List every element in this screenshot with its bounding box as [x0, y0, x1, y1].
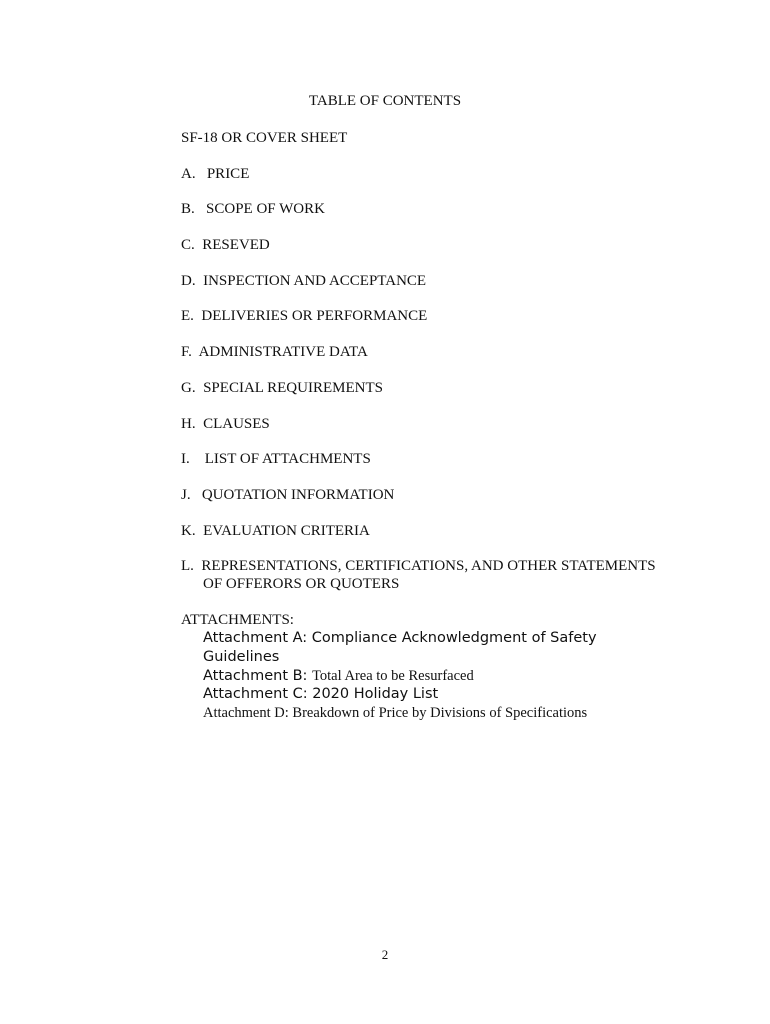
- attachment-b: [203, 667, 661, 685]
- toc-item-evaluation-criteria: [181, 522, 681, 540]
- toc-item-administrative-data: [181, 343, 681, 361]
- toc-item-prefix: D.: [181, 272, 204, 289]
- attachment-b-prefix: Attachment B:: [203, 668, 313, 684]
- toc-item-prefix: H.: [181, 415, 204, 432]
- toc-item-label: EVALUATION CRITERIA: [203, 522, 370, 539]
- toc-item-label: REPRESENTATIONS, CERTIFICATIONS, AND OTHER STATEMENTS: [201, 558, 656, 575]
- toc-item-prefix: C.: [181, 237, 203, 254]
- toc-item-label: INSPECTION AND ACCEPTANCE: [203, 272, 427, 289]
- toc-item-label: LIST OF ATTACHMENTS: [204, 451, 371, 468]
- toc-item-label: SF-18 OR COVER SHEET: [181, 130, 348, 146]
- toc-item-prefix: I.: [181, 451, 205, 468]
- toc-item-deliveries: [181, 307, 681, 325]
- attachment-c: Attachment C: 2020 Holiday List: [203, 686, 439, 702]
- toc-item-inspection: [181, 272, 681, 290]
- toc-item-prefix: A.: [181, 165, 207, 182]
- toc-item-prefix: K.: [181, 522, 204, 539]
- toc-item-label: CLAUSES: [203, 415, 270, 432]
- toc-item-scope-of-work: [181, 200, 681, 218]
- page-title: TABLE OF CONTENTS: [308, 93, 462, 109]
- toc-item-list-of-attachments: [181, 450, 681, 468]
- toc-item-clauses: [181, 415, 681, 433]
- toc-item-prefix: F.: [181, 344, 199, 361]
- toc-item-prefix: J.: [181, 486, 202, 503]
- toc-item-quotation-information: [181, 486, 681, 504]
- toc-item-prefix: E.: [181, 308, 202, 325]
- toc-item-price: [181, 165, 681, 183]
- attachments-section: [181, 611, 661, 723]
- toc-item-prefix: L.: [181, 558, 202, 575]
- toc-item-prefix: G.: [181, 379, 204, 396]
- page-number: 2: [381, 947, 389, 962]
- toc-item-label-continued: OF OFFERORS OR QUOTERS: [203, 576, 400, 593]
- toc-item-special-requirements: [181, 379, 681, 397]
- attachment-d: Attachment D: Breakdown of Price by Divisions of Specifications: [203, 705, 588, 721]
- toc-item-cover-sheet: [181, 129, 681, 147]
- toc-item-prefix: B.: [181, 201, 207, 218]
- toc-item-label: SCOPE OF WORK: [206, 201, 325, 218]
- toc-item-label: ADMINISTRATIVE DATA: [198, 344, 368, 361]
- toc-list: [181, 129, 681, 611]
- toc-item-representations: [181, 557, 681, 593]
- attachments-list: [181, 629, 661, 723]
- toc-item-label: QUOTATION INFORMATION: [201, 486, 395, 503]
- toc-item-label: DELIVERIES OR PERFORMANCE: [201, 308, 428, 325]
- toc-item-reseved: [181, 236, 681, 254]
- toc-item-label: PRICE: [206, 165, 250, 182]
- attachment-b-text: Total Area to be Resurfaced: [312, 668, 474, 684]
- attachment-a: Attachment A: Compliance Acknowledgment of Safety Guidelines: [203, 630, 597, 665]
- toc-item-label: RESEVED: [202, 237, 270, 254]
- attachments-heading: ATTACHMENTS:: [181, 612, 294, 628]
- toc-item-label: SPECIAL REQUIREMENTS: [203, 379, 383, 396]
